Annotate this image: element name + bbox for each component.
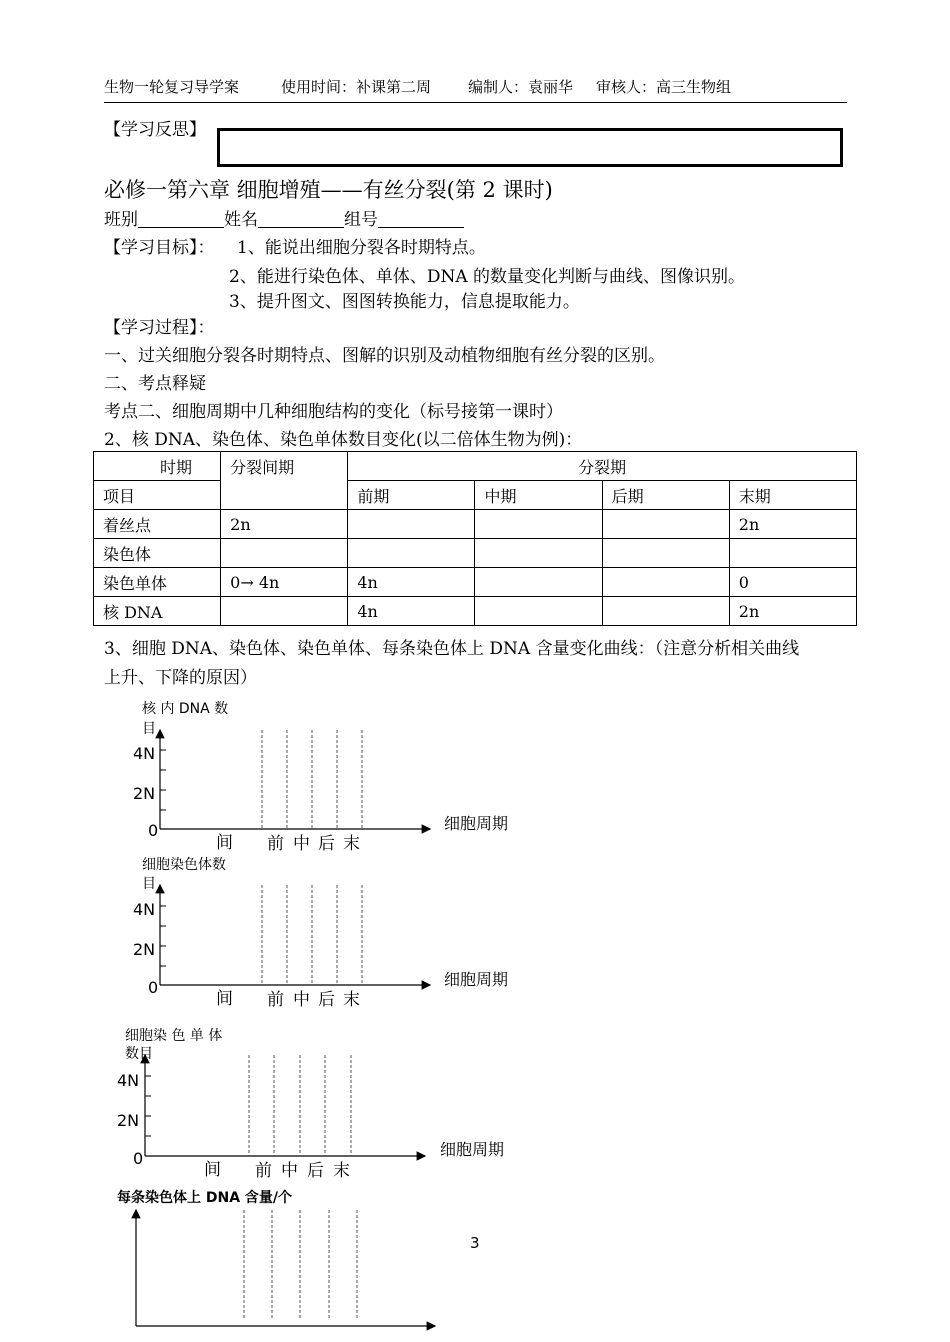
table-cell[interactable]: 0 xyxy=(729,568,856,597)
tick-label: 2N xyxy=(133,784,156,803)
table-cell[interactable]: 2n xyxy=(729,510,856,539)
phase-label: 中 xyxy=(293,990,310,1010)
item-2: 2、核 DNA、染色体、染色单体数目变化(以二倍体生物为例)： xyxy=(104,430,583,450)
table-cell[interactable]: 0→ 4n xyxy=(221,568,348,597)
tick-label: 2N xyxy=(133,940,156,959)
graph-chromosome xyxy=(133,856,508,1010)
graph-y-label: 数目 xyxy=(125,1046,153,1062)
phase-label: 后 xyxy=(318,834,335,854)
phase-label: 中 xyxy=(293,834,310,854)
x-axis-label: 细胞周期 xyxy=(440,1140,505,1159)
objective-3: 3、提升图文、图图转换能力，信息提取能力。 xyxy=(229,292,580,312)
class-label: 班别 xyxy=(104,210,138,230)
tick-label: 0 xyxy=(148,821,159,840)
header-phase: 末期 xyxy=(729,481,856,510)
corner-bottom: 项目 xyxy=(94,481,221,510)
page-title: 必修一第六章 细胞增殖——有丝分裂(第 2 课时) xyxy=(104,178,553,202)
item-3-line-1: 3、细胞 DNA、染色体、染色单体、每条染色体上 DNA 含量变化曲线：（注意分析相关曲线 xyxy=(104,639,800,659)
graph-dna-per-chromosome xyxy=(117,1189,435,1326)
phase-label: 后 xyxy=(318,990,335,1010)
header-reviewer: 审核人：高三生物组 xyxy=(596,78,732,96)
phase-label: 后 xyxy=(307,1161,324,1181)
phase-label: 间 xyxy=(216,989,233,1009)
header-mitosis: 分裂期 xyxy=(348,452,857,481)
phase-label: 末 xyxy=(333,1161,350,1181)
graph-y-label: 核 内 DNA 数 xyxy=(142,701,229,717)
graph-chromatid xyxy=(117,1027,504,1181)
header-phase: 中期 xyxy=(475,481,602,510)
graph-y-label: 细胞染 色 单 体 xyxy=(125,1028,223,1044)
objectives-label: 【学习目标】： xyxy=(104,238,215,258)
phase-label: 前 xyxy=(267,990,284,1010)
header-title: 生物一轮复习导学案 xyxy=(104,78,240,96)
graph-y-label: 目 xyxy=(142,876,156,892)
x-axis-label: 细胞周期 xyxy=(444,814,509,833)
objective-2: 2、能进行染色体、单体、DNA 的数量变化判断与曲线、图像识别。 xyxy=(229,267,746,287)
phase-label: 间 xyxy=(216,833,233,853)
phase-label: 前 xyxy=(267,834,284,854)
tick-label: 0 xyxy=(133,1149,144,1168)
phase-label: 前 xyxy=(255,1161,272,1181)
header-interphase: 分裂间期 xyxy=(221,452,348,510)
group-label: 组号 xyxy=(344,210,378,230)
phase-label: 间 xyxy=(204,1160,221,1180)
graph-nuclear-dna xyxy=(133,700,508,854)
graph-y-label: 细胞染色体数 xyxy=(142,857,226,873)
graph-y-label: 每条染色体上 DNA 含量/个 xyxy=(117,1190,293,1206)
tick-label: 4N xyxy=(133,744,156,763)
reflection-label: 【学习反思】 xyxy=(104,120,206,140)
table-cell[interactable]: 2n xyxy=(729,597,856,626)
page-number: 3 xyxy=(470,1234,480,1252)
header-phase: 前期 xyxy=(348,481,475,510)
process-label: 【学习过程】： xyxy=(104,318,215,338)
row-label: 核 DNA xyxy=(94,597,221,626)
item-3-line-2: 上升、下降的原因） xyxy=(104,668,257,688)
section-1: 一、过关细胞分裂各时期特点、图解的识别及动植物细胞有丝分裂的区别。 xyxy=(104,346,665,366)
phase-label: 末 xyxy=(343,990,360,1010)
phase-label: 末 xyxy=(343,834,360,854)
phase-label: 中 xyxy=(281,1161,298,1181)
x-axis-label: 细胞周期 xyxy=(444,970,509,989)
section-2: 二、考点释疑 xyxy=(104,374,206,394)
row-label: 着丝点 xyxy=(94,510,221,539)
tick-label: 2N xyxy=(117,1111,140,1130)
graph-y-label: 目 xyxy=(142,721,156,737)
point-2: 考点二、细胞周期中几种细胞结构的变化（标号接第一课时） xyxy=(104,402,563,422)
objective-1: 1、能说出细胞分裂各时期特点。 xyxy=(237,238,486,258)
tick-label: 0 xyxy=(148,978,159,997)
header-time: 使用时间：补课第二周 xyxy=(281,78,432,96)
name-label: 姓名 xyxy=(224,210,258,230)
tick-label: 4N xyxy=(133,900,156,919)
row-label: 染色体 xyxy=(94,539,221,568)
header-editor: 编制人：袁丽华 xyxy=(468,78,574,96)
row-label: 染色单体 xyxy=(94,568,221,597)
table-cell[interactable]: 4n xyxy=(348,597,475,626)
corner-top: 时期 xyxy=(94,452,221,481)
table-cell[interactable]: 4n xyxy=(348,568,475,597)
table-cell[interactable]: 2n xyxy=(221,510,348,539)
tick-label: 4N xyxy=(117,1071,140,1090)
header-phase: 后期 xyxy=(602,481,729,510)
